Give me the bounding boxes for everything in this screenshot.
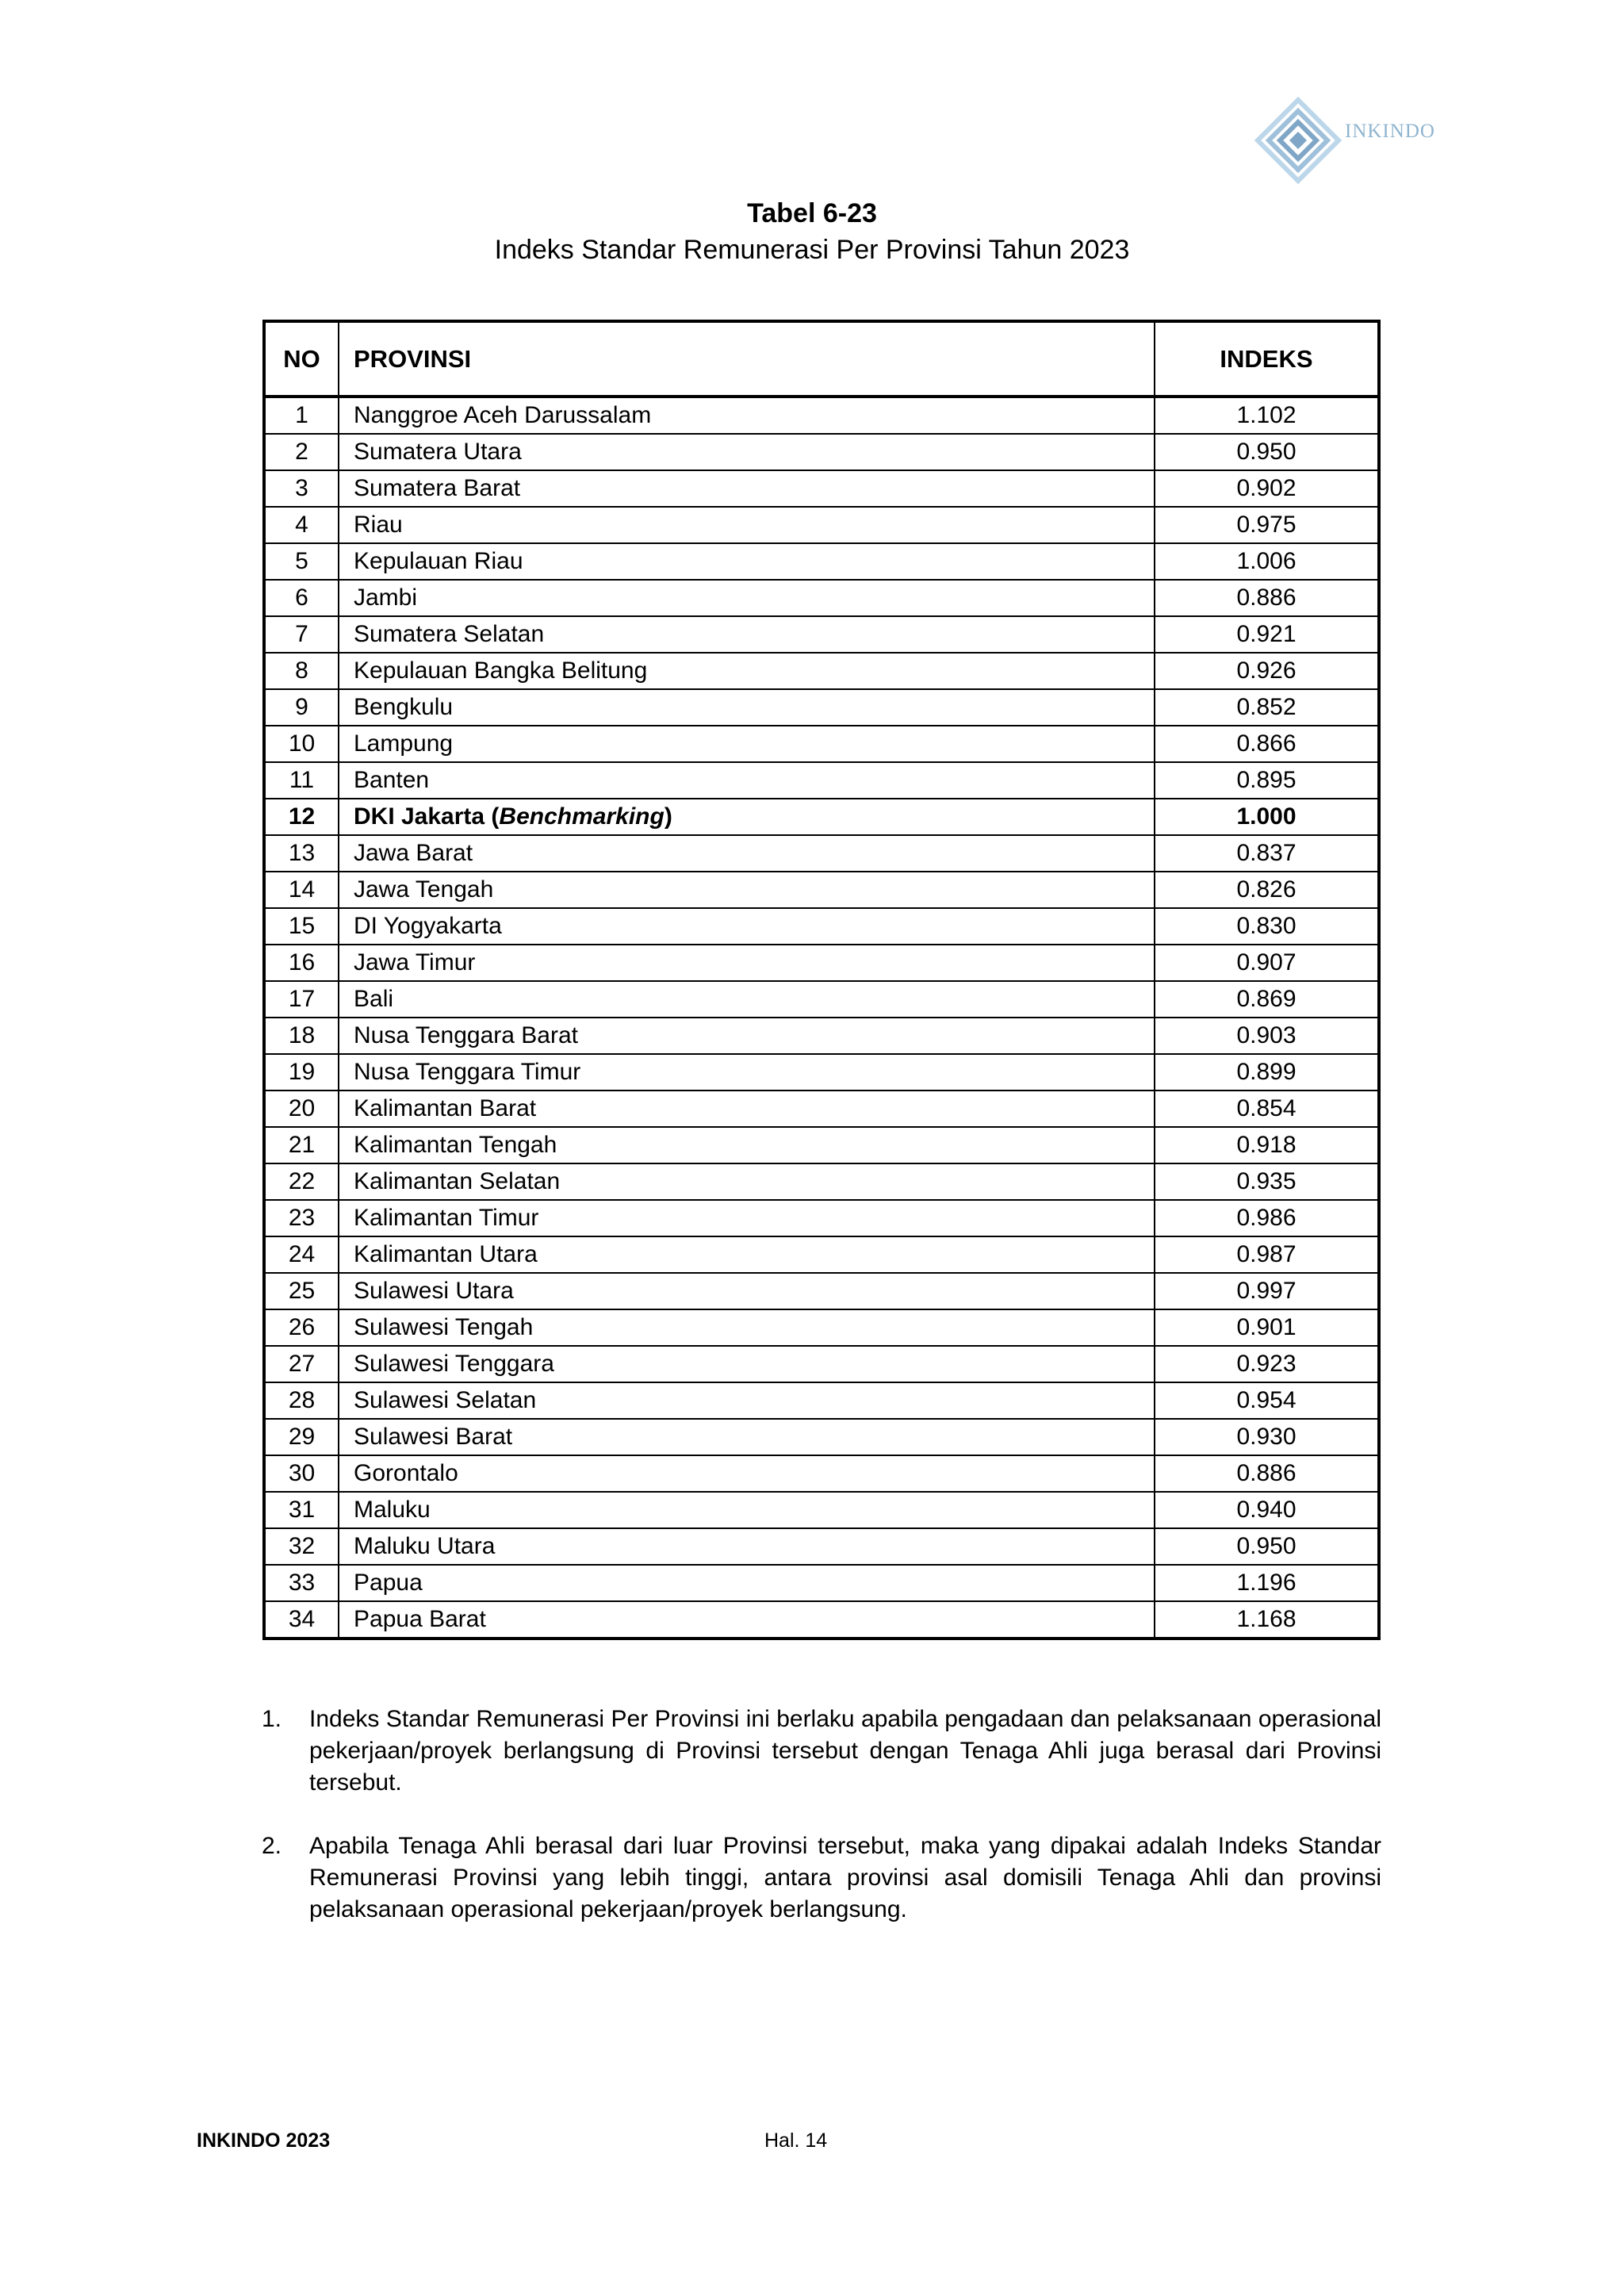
- table-row: [264, 1054, 1379, 1091]
- cell-no: 20: [264, 1091, 339, 1127]
- cell-provinsi: Maluku Utara: [339, 1528, 1155, 1565]
- cell-provinsi: Banten: [339, 762, 1155, 799]
- table-row: [264, 1309, 1379, 1346]
- cell-no: 26: [264, 1309, 339, 1346]
- cell-no: 17: [264, 981, 339, 1018]
- cell-indeks: 0.895: [1155, 762, 1379, 799]
- table-row: [264, 580, 1379, 616]
- cell-provinsi: Sulawesi Tengah: [339, 1309, 1155, 1346]
- cell-indeks: 0.940: [1155, 1492, 1379, 1528]
- table-row: [264, 1346, 1379, 1382]
- table-row: [264, 726, 1379, 762]
- cell-indeks: 0.926: [1155, 653, 1379, 689]
- table-row: [264, 872, 1379, 908]
- cell-provinsi: Jambi: [339, 580, 1155, 616]
- cell-provinsi: Sulawesi Tenggara: [339, 1346, 1155, 1382]
- cell-no: 18: [264, 1018, 339, 1054]
- cell-indeks: 0.854: [1155, 1091, 1379, 1127]
- cell-provinsi: Nanggroe Aceh Darussalam: [339, 397, 1155, 434]
- cell-indeks: 0.886: [1155, 1455, 1379, 1492]
- cell-indeks: 0.935: [1155, 1163, 1379, 1200]
- cell-no: 29: [264, 1419, 339, 1455]
- cell-indeks: 1.006: [1155, 543, 1379, 580]
- cell-no: 2: [264, 434, 339, 470]
- note-text: Indeks Standar Remunerasi Per Provinsi ini berlaku apabila pengadaan dan pelaksanaan operasional pekerjaan/proyek berlangsung di Provinsi tersebut dengan Tenaga Ahli juga berasal dari Provinsi tersebut.: [309, 1706, 1381, 1796]
- cell-indeks: 0.950: [1155, 434, 1379, 470]
- remuneration-index-table: [262, 320, 1381, 1640]
- cell-provinsi: Papua Barat: [339, 1601, 1155, 1639]
- table-row: [264, 507, 1379, 543]
- note-number: 2.: [262, 1833, 282, 1859]
- table-row: [264, 1492, 1379, 1528]
- table-row: [264, 434, 1379, 470]
- cell-provinsi: DI Yogyakarta: [339, 908, 1155, 945]
- cell-indeks: 0.869: [1155, 981, 1379, 1018]
- cell-no: 23: [264, 1200, 339, 1236]
- cell-indeks: 0.830: [1155, 908, 1379, 945]
- cell-indeks: 0.930: [1155, 1419, 1379, 1455]
- table-row: [264, 397, 1379, 434]
- table-row: [264, 762, 1379, 799]
- cell-no: 21: [264, 1127, 339, 1163]
- table-row: [264, 1127, 1379, 1163]
- table-row: [264, 1236, 1379, 1273]
- table-row: [264, 1455, 1379, 1492]
- provinsi-suffix: ): [664, 803, 672, 830]
- cell-indeks: 0.975: [1155, 507, 1379, 543]
- cell-provinsi: Papua: [339, 1565, 1155, 1601]
- cell-no: 6: [264, 580, 339, 616]
- cell-provinsi: Kalimantan Utara: [339, 1236, 1155, 1273]
- cell-indeks: 0.923: [1155, 1346, 1379, 1382]
- header-indeks: INDEKS: [1155, 321, 1379, 397]
- note-number: 1.: [262, 1706, 282, 1732]
- cell-no: 30: [264, 1455, 339, 1492]
- table-row: [264, 1018, 1379, 1054]
- cell-indeks: 0.852: [1155, 689, 1379, 726]
- note-item: [262, 1830, 1381, 1926]
- cell-indeks: 0.886: [1155, 580, 1379, 616]
- note-text: Apabila Tenaga Ahli berasal dari luar Provinsi tersebut, maka yang dipakai adalah Indeks Standar Remunerasi Provinsi yang lebih tinggi, antara provinsi asal domisili Tenaga Ahli dan provinsi pelaksanaan operasional pekerjaan/proyek berlangsung.: [309, 1833, 1381, 1922]
- table-row: [264, 1565, 1379, 1601]
- table-row: [264, 1601, 1379, 1639]
- table-row: [264, 1528, 1379, 1565]
- cell-provinsi: Kalimantan Tengah: [339, 1127, 1155, 1163]
- cell-no: 9: [264, 689, 339, 726]
- notes: [262, 1704, 1381, 1957]
- inkindo-logo: [1254, 97, 1445, 184]
- cell-no: 25: [264, 1273, 339, 1309]
- cell-indeks: 0.950: [1155, 1528, 1379, 1565]
- cell-provinsi: Sumatera Barat: [339, 470, 1155, 507]
- table-row: [264, 1163, 1379, 1200]
- cell-no: 22: [264, 1163, 339, 1200]
- cell-no: 10: [264, 726, 339, 762]
- cell-provinsi: Bali: [339, 981, 1155, 1018]
- cell-provinsi: Sumatera Utara: [339, 434, 1155, 470]
- cell-indeks: 0.866: [1155, 726, 1379, 762]
- cell-indeks: 0.907: [1155, 945, 1379, 981]
- cell-provinsi: Kalimantan Selatan: [339, 1163, 1155, 1200]
- table-row: [264, 470, 1379, 507]
- cell-provinsi: Kepulauan Bangka Belitung: [339, 653, 1155, 689]
- cell-no: 24: [264, 1236, 339, 1273]
- cell-provinsi: Nusa Tenggara Timur: [339, 1054, 1155, 1091]
- cell-indeks: 0.997: [1155, 1273, 1379, 1309]
- cell-indeks: 1.000: [1155, 799, 1379, 835]
- table-row: [264, 835, 1379, 872]
- table-header-row: [264, 321, 1379, 397]
- cell-no: 16: [264, 945, 339, 981]
- cell-no: 33: [264, 1565, 339, 1601]
- cell-provinsi: Kalimantan Timur: [339, 1200, 1155, 1236]
- provinsi-text: DKI Jakarta (: [354, 803, 500, 830]
- cell-indeks: 0.837: [1155, 835, 1379, 872]
- header-provinsi: PROVINSI: [339, 321, 1155, 397]
- logo-text: INKINDO: [1345, 121, 1435, 142]
- cell-indeks: 0.921: [1155, 616, 1379, 653]
- cell-provinsi: Riau: [339, 507, 1155, 543]
- cell-indeks: 0.918: [1155, 1127, 1379, 1163]
- cell-no: 8: [264, 653, 339, 689]
- provinsi-emphasis: Benchmarking: [499, 803, 665, 830]
- cell-provinsi: [339, 799, 1155, 835]
- footer-page-number: Hal. 14: [764, 2129, 828, 2152]
- cell-provinsi: Jawa Tengah: [339, 872, 1155, 908]
- cell-no: 1: [264, 397, 339, 434]
- note-item: [262, 1704, 1381, 1799]
- table-row: [264, 945, 1379, 981]
- cell-indeks: 1.196: [1155, 1565, 1379, 1601]
- table-subtitle: Indeks Standar Remunerasi Per Provinsi Tahun 2023: [494, 235, 1130, 265]
- cell-no: 28: [264, 1382, 339, 1419]
- cell-no: 5: [264, 543, 339, 580]
- cell-provinsi: Sumatera Selatan: [339, 616, 1155, 653]
- table-row: [264, 543, 1379, 580]
- cell-no: 27: [264, 1346, 339, 1382]
- table-body: [264, 397, 1379, 1639]
- table-row: [264, 653, 1379, 689]
- cell-indeks: 0.902: [1155, 470, 1379, 507]
- table-row: [264, 1273, 1379, 1309]
- cell-indeks: 1.102: [1155, 397, 1379, 434]
- cell-no: 14: [264, 872, 339, 908]
- cell-no: 12: [264, 799, 339, 835]
- cell-provinsi: Nusa Tenggara Barat: [339, 1018, 1155, 1054]
- inkindo-logo-icon: [1254, 97, 1342, 184]
- cell-no: 11: [264, 762, 339, 799]
- cell-no: 4: [264, 507, 339, 543]
- cell-indeks: 0.986: [1155, 1200, 1379, 1236]
- cell-provinsi: Bengkulu: [339, 689, 1155, 726]
- table-row: [264, 1200, 1379, 1236]
- table-row: [264, 1419, 1379, 1455]
- cell-no: 15: [264, 908, 339, 945]
- cell-no: 32: [264, 1528, 339, 1565]
- cell-provinsi: Jawa Timur: [339, 945, 1155, 981]
- table-row: [264, 981, 1379, 1018]
- cell-no: 31: [264, 1492, 339, 1528]
- cell-provinsi: Kalimantan Barat: [339, 1091, 1155, 1127]
- table-title: Tabel 6-23: [747, 198, 877, 228]
- cell-indeks: 0.901: [1155, 1309, 1379, 1346]
- header-no: NO: [264, 321, 339, 397]
- table-row: [264, 616, 1379, 653]
- cell-provinsi: Kepulauan Riau: [339, 543, 1155, 580]
- table-row: [264, 689, 1379, 726]
- cell-no: 34: [264, 1601, 339, 1639]
- cell-indeks: 0.899: [1155, 1054, 1379, 1091]
- cell-provinsi: Lampung: [339, 726, 1155, 762]
- table-row: [264, 908, 1379, 945]
- cell-no: 19: [264, 1054, 339, 1091]
- table-row: [264, 1382, 1379, 1419]
- cell-provinsi: Jawa Barat: [339, 835, 1155, 872]
- cell-provinsi: Sulawesi Selatan: [339, 1382, 1155, 1419]
- cell-indeks: 0.954: [1155, 1382, 1379, 1419]
- cell-indeks: 1.168: [1155, 1601, 1379, 1639]
- table-row: [264, 1091, 1379, 1127]
- cell-indeks: 0.826: [1155, 872, 1379, 908]
- table-row: [264, 799, 1379, 835]
- footer-publisher: INKINDO 2023: [197, 2129, 331, 2152]
- cell-indeks: 0.903: [1155, 1018, 1379, 1054]
- cell-provinsi: Gorontalo: [339, 1455, 1155, 1492]
- cell-provinsi: Maluku: [339, 1492, 1155, 1528]
- cell-no: 3: [264, 470, 339, 507]
- cell-provinsi: Sulawesi Barat: [339, 1419, 1155, 1455]
- cell-no: 13: [264, 835, 339, 872]
- cell-no: 7: [264, 616, 339, 653]
- cell-indeks: 0.987: [1155, 1236, 1379, 1273]
- cell-provinsi: Sulawesi Utara: [339, 1273, 1155, 1309]
